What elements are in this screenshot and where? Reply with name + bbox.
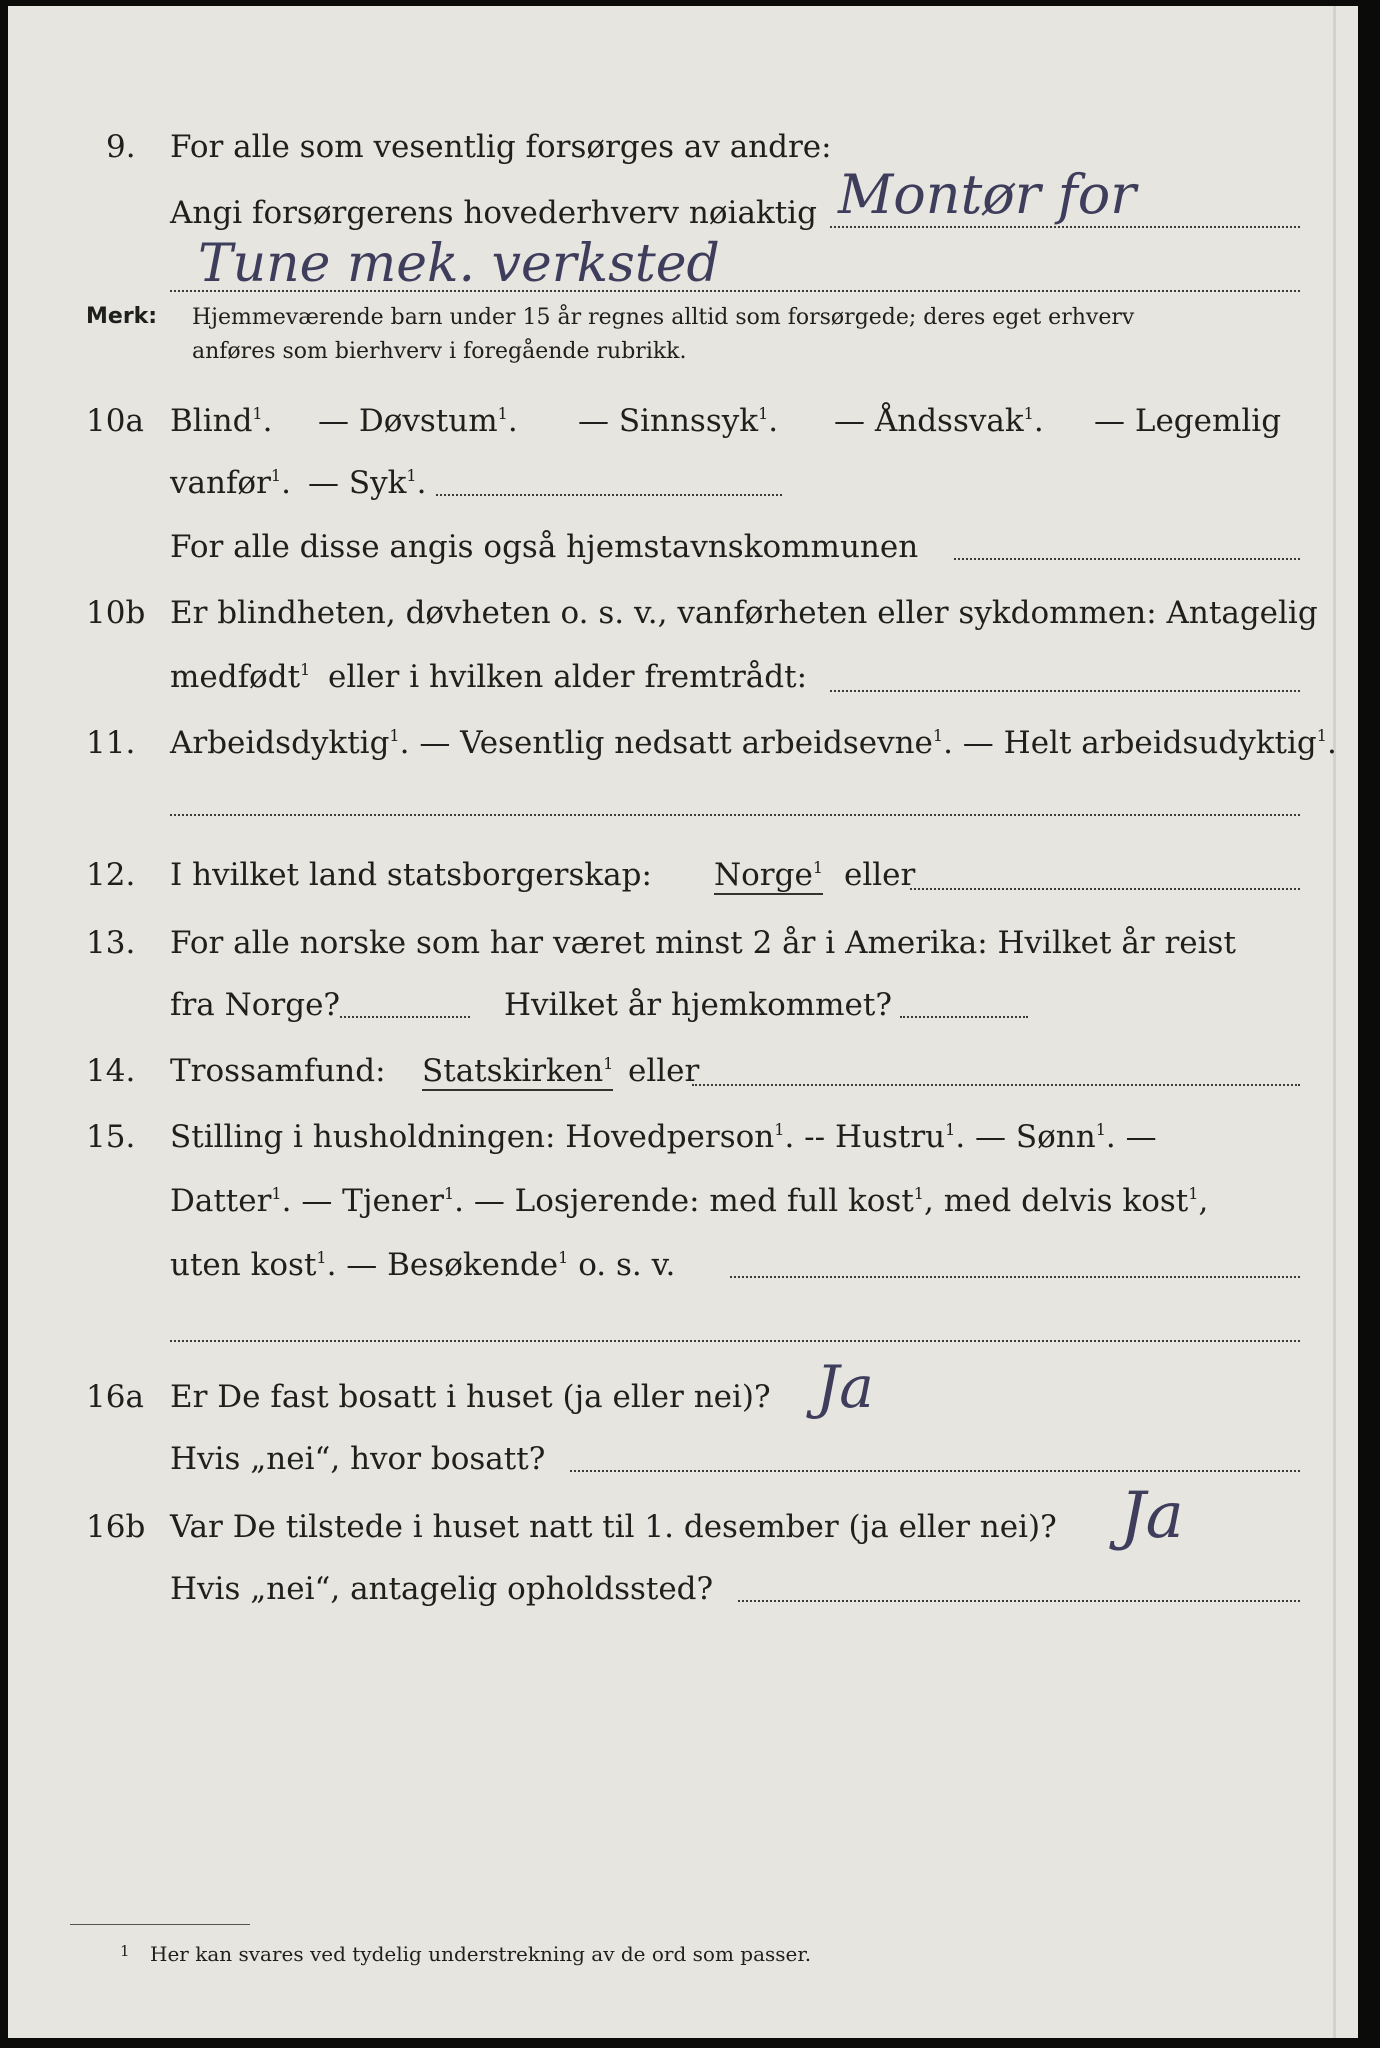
q10a-vanfor[interactable]: vanfør$^1$.: [170, 465, 291, 501]
q14-answer-line[interactable]: [692, 1084, 1300, 1086]
q15-line1[interactable]: Stilling i husholdningen: Hovedperson$^1$. -- Hustru$^1$. — Sønn$^1$. —: [170, 1119, 1157, 1155]
q16b-line1: Var De tilstede i huset natt til 1. desember (ja eller nei)?: [170, 1509, 1057, 1545]
q11-number: 11.: [86, 725, 136, 761]
q9-handwritten-1: Montør for: [838, 163, 1137, 226]
q16b-answer-line[interactable]: [738, 1600, 1300, 1602]
q9-number: 9.: [106, 129, 136, 165]
q10a-legemlig[interactable]: — Legemlig: [1094, 403, 1282, 439]
q9-handwritten-2: Tune mek. verksted: [198, 234, 720, 294]
q15-line2[interactable]: Datter$^1$. — Tjener$^1$. — Losjerende: med full kost$^1$, med delvis kost$^1$,: [170, 1183, 1209, 1219]
q10a-blind[interactable]: Blind$^1$.: [170, 403, 273, 439]
q9-line2: Angi forsørgerens hovederhverv nøiaktig: [170, 195, 817, 231]
q9-line1: For alle som vesentlig forsørges av andre:: [170, 129, 832, 165]
q13-number: 13.: [86, 925, 136, 961]
q16b-handwritten: Ja: [1120, 1479, 1184, 1553]
q11-answer-line[interactable]: [170, 814, 1300, 816]
q15-answer-line1[interactable]: [730, 1276, 1300, 1278]
q10a-hjemstavn-answer-line[interactable]: [954, 558, 1300, 560]
q13-line1: For alle norske som har været minst 2 år i Amerika: Hvilket år reist: [170, 925, 1236, 961]
merk-line1: Hjemmeværende barn under 15 år regnes alltid som forsørgede; deres eget erhverv: [192, 305, 1135, 330]
q16b-line2: Hvis „nei“, antagelig opholdssted?: [170, 1571, 714, 1607]
page-edge: [1333, 6, 1336, 2038]
q10a-sinnssyk[interactable]: — Sinnssyk$^1$.: [578, 403, 779, 439]
q10b-medfodt[interactable]: medfødt$^1$: [170, 659, 311, 695]
q15-line3[interactable]: uten kost$^1$. — Besøkende$^1$ o. s. v.: [170, 1247, 676, 1283]
census-form-page: [8, 6, 1358, 2038]
q10a-line3: For alle disse angis også hjemstavnskommunen: [170, 529, 919, 565]
q12-answer-line[interactable]: [910, 888, 1300, 890]
q12-number: 12.: [86, 857, 136, 893]
q10a-syk-answer-line[interactable]: [436, 494, 782, 496]
q13-reist-label: fra Norge?: [170, 987, 341, 1023]
q15-number: 15.: [86, 1119, 136, 1155]
footnote-mark: 1: [120, 1942, 130, 1960]
q13-hjemkommet-label: Hvilket år hjemkommet?: [504, 987, 892, 1023]
q11-options[interactable]: Arbeidsdyktig$^1$. — Vesentlig nedsatt arbeidsevne$^1$. — Helt arbeidsudyktig$^1$.: [170, 725, 1337, 761]
q12-eller: eller: [844, 857, 916, 893]
q16a-number: 16a: [86, 1379, 144, 1415]
q16a-line2: Hvis „nei“, hvor bosatt?: [170, 1441, 546, 1477]
q16a-answer-line[interactable]: [570, 1470, 1300, 1472]
merk-label: Merk:: [86, 304, 158, 329]
q9-answer-line1[interactable]: [830, 226, 1300, 228]
q10a-dovstum[interactable]: — Døvstum$^1$.: [318, 403, 518, 439]
q13-reist-answer-line[interactable]: [340, 1016, 470, 1018]
q14-number: 14.: [86, 1053, 136, 1089]
q14-statskirken[interactable]: Statskirken$^1$: [422, 1053, 614, 1089]
q16a-handwritten: Ja: [816, 1353, 874, 1421]
q10a-syk[interactable]: — Syk$^1$.: [308, 465, 427, 501]
footnote-text: Her kan svares ved tydelig understrekning av de ord som passer.: [150, 1942, 812, 1966]
q10a-andssvak[interactable]: — Åndssvak$^1$.: [834, 403, 1044, 439]
q12-norge[interactable]: Norge$^1$: [714, 857, 823, 893]
q10b-alder: eller i hvilken alder fremtrådt:: [328, 659, 808, 695]
q14-label: Trossamfund:: [170, 1053, 386, 1089]
q10b-line1: Er blindheten, døvheten o. s. v., vanførheten eller sykdommen: Antagelig: [170, 595, 1318, 631]
q16a-line1: Er De fast bosatt i huset (ja eller nei)?: [170, 1379, 771, 1415]
q14-eller: eller: [628, 1053, 700, 1089]
q10b-number: 10b: [86, 595, 146, 631]
footnote-rule: [70, 1924, 250, 1925]
merk-line2: anføres som bierhverv i foregående rubrikk.: [192, 339, 687, 364]
q15-answer-line2[interactable]: [170, 1340, 1300, 1342]
q16b-number: 16b: [86, 1509, 146, 1545]
q10a-number: 10a: [86, 403, 144, 439]
q12-label: I hvilket land statsborgerskap:: [170, 857, 652, 893]
q10b-answer-line[interactable]: [830, 690, 1300, 692]
q13-hjemkommet-answer-line[interactable]: [900, 1016, 1028, 1018]
